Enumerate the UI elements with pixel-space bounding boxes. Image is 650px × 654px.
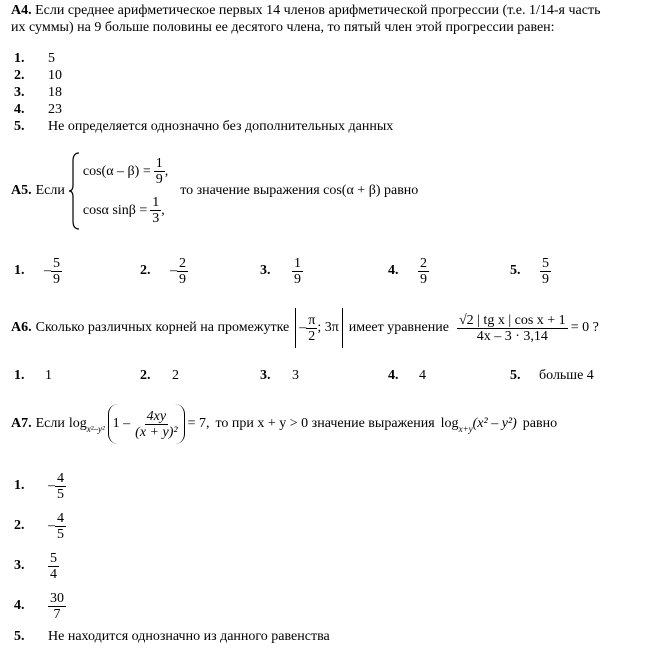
option-number: 3. (260, 263, 271, 278)
question-a4 (11, 2, 647, 36)
equation-tail: = 7, (187, 416, 210, 431)
option-sign: – (48, 478, 55, 493)
option-item (388, 368, 426, 384)
denominator: 5 (57, 526, 64, 542)
denominator: 7 (53, 606, 61, 622)
fraction (154, 156, 165, 187)
denominator: 2 (308, 328, 316, 344)
question-label: А4. (11, 3, 32, 18)
option-item (510, 368, 594, 384)
fraction (55, 511, 66, 542)
question-a7 (11, 402, 557, 446)
equation-tail: = 0 ? (570, 320, 599, 335)
question-text: Если среднее арифметическое первых 14 членов арифметической прогрессии (т.е. 1/14-я часть (35, 3, 601, 18)
fraction (48, 551, 59, 582)
denominator: 4x – 3 · 3,14 (476, 328, 548, 344)
options-a4 (14, 50, 393, 135)
denominator: 3 (152, 211, 160, 226)
option-value: Не находится однозначно из данного равенства (48, 629, 330, 644)
numerator: 2 (420, 255, 427, 271)
numerator: 4 (57, 510, 64, 526)
question-text: равно (522, 416, 558, 431)
option-number: 4. (14, 101, 25, 117)
options-a6 (14, 368, 634, 385)
option-number: 5. (14, 118, 25, 134)
option-item (14, 84, 393, 101)
fraction (48, 591, 66, 622)
option-item (14, 586, 330, 626)
option-number: 1. (14, 478, 25, 493)
system-brace (69, 151, 81, 231)
denominator: 9 (542, 271, 549, 287)
option-value: Не определяется однозначно без дополнительных данных (48, 118, 394, 134)
question-text: то значение выражения cos(α + β) равно (180, 183, 419, 198)
option-value: больше 4 (539, 368, 594, 383)
option-item (14, 101, 393, 118)
option-number: 2. (14, 67, 25, 83)
numerator: 30 (50, 590, 64, 606)
option-item (14, 253, 62, 289)
option-number: 3. (14, 558, 25, 573)
option-sign: – (44, 263, 51, 278)
question-text: то при x + y > 0 значение выражения (215, 416, 435, 431)
parenthesis-group (108, 404, 185, 444)
option-number: 1. (14, 50, 25, 66)
numerator: π (308, 312, 316, 328)
fraction (306, 313, 317, 344)
question-label: А5. (11, 183, 32, 198)
option-item (14, 67, 393, 84)
question-text: их суммы) на 9 больше половины ее десятого члена, то пятый член этой прогрессии равен: (11, 20, 555, 35)
denominator: 9 (294, 271, 301, 287)
equation-system (83, 156, 168, 226)
equation-left: cos(α – β) = (82, 163, 151, 179)
fraction (418, 256, 429, 287)
question-a5 (11, 150, 418, 232)
log-base: x²–y² (86, 424, 105, 434)
option-number: 5. (510, 368, 521, 383)
option-item (14, 466, 330, 506)
option-number: 4. (388, 263, 399, 278)
denominator: 5 (57, 486, 64, 502)
option-number: 2. (140, 263, 151, 278)
option-sign: – (170, 263, 177, 278)
option-value: 18 (48, 84, 62, 100)
option-number: 3. (260, 368, 271, 383)
option-number: 1. (14, 368, 25, 383)
equation-row: cos(α – β) = $\frac{1}{9}$ , (82, 156, 169, 187)
fraction (133, 409, 179, 440)
fraction (540, 256, 551, 287)
option-value: 1 (45, 368, 52, 383)
numerator: 1 (155, 156, 163, 171)
question-text: Сколько различных корней на промежутке (35, 320, 290, 335)
option-item (14, 626, 330, 648)
option-item (14, 368, 52, 384)
option-number: 4. (388, 368, 399, 383)
option-sign: – (48, 518, 55, 533)
option-value: 10 (48, 67, 62, 83)
option-item (14, 506, 330, 546)
option-number: 1. (14, 263, 25, 278)
denominator: 9 (53, 271, 60, 287)
numerator: √2 | tg x | cos x + 1 (458, 312, 566, 328)
log-symbol: log (440, 416, 459, 431)
fraction (55, 471, 66, 502)
question-label: А7. (11, 416, 32, 431)
fraction (150, 195, 161, 226)
numerator: 5 (53, 255, 60, 271)
option-item (140, 368, 179, 384)
option-value: 2 (172, 368, 179, 383)
option-number: 5. (510, 263, 521, 278)
option-item (140, 253, 188, 289)
denominator: (x + y)² (135, 424, 178, 440)
denominator: 4 (50, 566, 57, 582)
option-item (260, 253, 303, 289)
option-number: 3. (14, 84, 25, 100)
log-argument: (x² – y²) (472, 416, 517, 431)
option-value: 23 (48, 101, 62, 117)
question-a6 (11, 306, 599, 350)
option-value: 5 (48, 50, 55, 66)
option-item (14, 118, 393, 135)
option-number: 4. (14, 598, 25, 613)
interval-right: ; 3π (317, 320, 339, 335)
log-base: x+y (458, 424, 473, 434)
question-label: А6. (11, 320, 32, 335)
option-item (260, 368, 299, 384)
equation-left: cosα sinβ = (82, 202, 148, 218)
numerator: 5 (542, 255, 549, 271)
equation-fraction (457, 313, 568, 344)
numerator: 5 (50, 550, 57, 566)
interval-sign: – (299, 320, 307, 335)
numerator: 1 (152, 195, 160, 210)
option-item (14, 546, 330, 586)
option-number: 2. (14, 518, 25, 533)
interval (295, 308, 343, 348)
question-text: имеет уравнение (348, 320, 449, 335)
log-symbol: log (68, 416, 87, 431)
equation-row: cosα sinβ = $\frac{1}{3}$ , (82, 195, 165, 226)
option-value: 4 (419, 368, 426, 383)
numerator: 1 (294, 255, 301, 271)
denominator: 9 (155, 172, 163, 187)
option-item (388, 253, 429, 289)
expression-part: 1 – (112, 416, 131, 431)
option-value: 3 (292, 368, 299, 383)
numerator: 2 (179, 255, 186, 271)
fraction (51, 256, 62, 287)
question-text: Если (35, 416, 65, 431)
denominator: 9 (179, 271, 186, 287)
question-text: Если (35, 183, 65, 198)
option-number: 5. (14, 629, 25, 644)
numerator: 4 (57, 470, 64, 486)
fraction (177, 256, 188, 287)
denominator: 9 (420, 271, 427, 287)
options-a7 (14, 466, 330, 648)
options-a5 (14, 253, 634, 289)
option-item (510, 253, 551, 289)
option-item (14, 50, 393, 67)
option-number: 2. (140, 368, 151, 383)
numerator: 4xy (146, 408, 167, 424)
fraction (292, 256, 303, 287)
